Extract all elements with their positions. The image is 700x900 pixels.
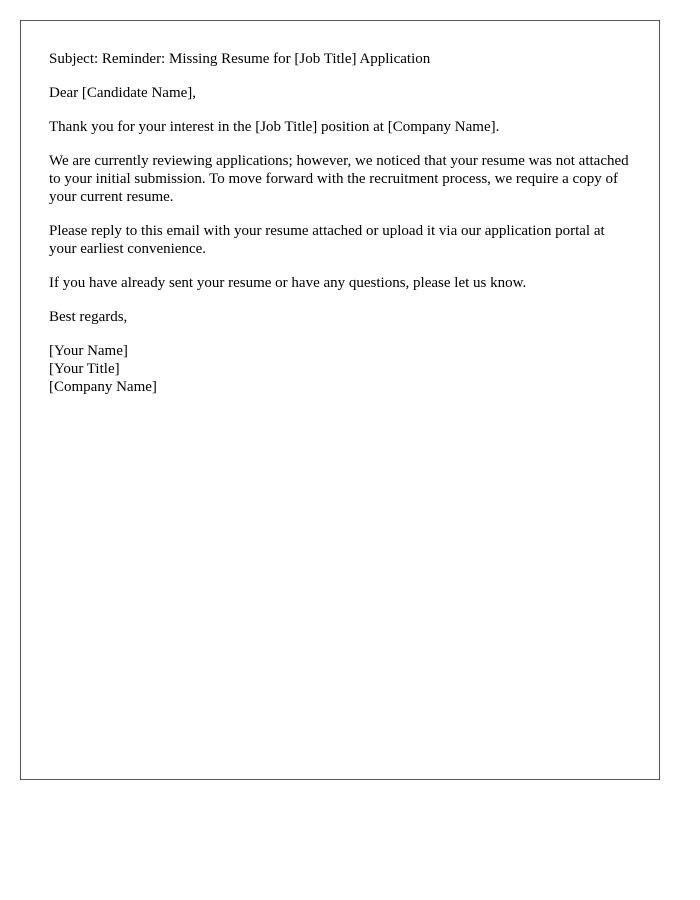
- closing: Best regards,: [49, 309, 128, 325]
- signature-title: [Your Title]: [49, 361, 120, 377]
- subject-line: Subject: Reminder: Missing Resume for [Job Title] Application: [49, 51, 431, 67]
- signature-name: [Your Name]: [49, 343, 128, 359]
- letter-page: [20, 20, 660, 780]
- signature-company: [Company Name]: [49, 379, 157, 395]
- salutation: Dear [Candidate Name],: [49, 85, 197, 101]
- body-paragraph-1: Thank you for your interest in the [Job Title] position at [Company Name].: [49, 119, 500, 135]
- signature-block: [49, 342, 631, 396]
- body-paragraph-2: We are currently reviewing applications; however, we noticed that your resume was not attached to your initial submission. To move forward with the recruitment process, we require a copy of your current resume.: [49, 153, 629, 205]
- body-paragraph-3: Please reply to this email with your resume attached or upload it via our application portal at your earliest convenience.: [49, 223, 605, 257]
- body-paragraph-4: If you have already sent your resume or have any questions, please let us know.: [49, 275, 527, 291]
